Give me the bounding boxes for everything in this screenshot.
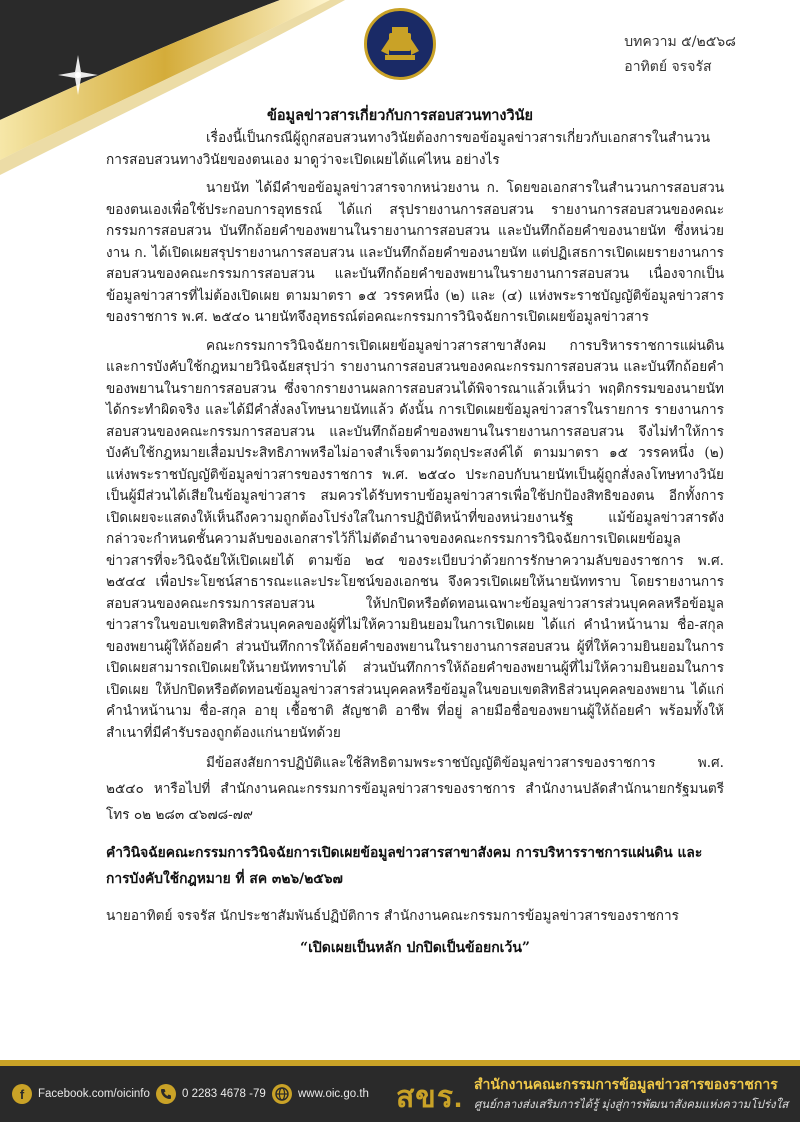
- oic-logo: สขร.: [396, 1081, 464, 1114]
- footer: [0, 1066, 800, 1122]
- org-name: สำนักงานคณะกรรมการข้อมูลข่าวสารของราชการ: [474, 1076, 778, 1092]
- article-author-short: อาทิตย์ จรจรัส: [624, 59, 712, 75]
- emblem-icon: [364, 8, 436, 80]
- website-link: www.oic.go.th: [298, 1088, 369, 1100]
- motto: “เปิดเผยเป็นหลัก ปกปิดเป็นข้อยกเว้น”: [300, 939, 530, 956]
- article-meta: [624, 30, 736, 80]
- paragraph-ruling: คณะกรรมการวินิจฉัยการเปิดเผยข้อมูลข่าวสารสาขาสังคม การบริหารราชการแผ่นดิน และการบังคับใช้กฎหมายวินิจฉัยสรุปว่า รายงานการสอบสวนของคณะกรรมการสอบสวน และบันทึกถ้อยคำของพยานในรายการสอบสวน ซึ่งจากรายงานผลการสอบสวนได้พิจารณาแล้วเห็นว่า พฤติกรรมของนายนัทได้กระทำผิดจริง และได้มีคำสั่งลงโทษนายนัทแล้ว ดังนั้น การเปิดเผยข้อมูลข่าวสารในรายการ รายงานการสอบสวนของคณะกรรมการสอบสวน และบันทึกถ้อยคำของพยานในรายงานการสอบสวน จึงไม่ทำให้การบังคับใช้กฎหมายเสื่อมประสิทธิภาพหรือไม่อาจสำเร็จตามวัตถุประสงค์ได้ ตามมาตรา ๑๕ วรรคหนึ่ง (๒) แห่งพระราชบัญญัติข้อมูลข่าวสารของราชการ พ.ศ. ๒๕๔๐ ประกอบกับนายนัทเป็นผู้ถูกสั่งลงโทษทางวินัย เป็นผู้มีส่วนได้เสียในข้อมูลข่าวสาร สมควรได้รับทราบข้อมูลข่าวสารเพื่อใช้ปกป้องสิทธิของตน อีกทั้งการเปิดเผยจะแสดงให้เห็นถึงความถูกต้องโปร่งใสในการปฏิบัติหน้าที่ของหน่วยงานรัฐ แม้ข้อมูลข่าวสารดังกล่าวจะกำหนดชั้นความลับของเอกสารไว้ก็ไม่ตัดอำนาจของคณะกรรมการวินิจฉัยการเปิดเผยข้อมูลข่าวสารที่จะวินิจฉัยให้เปิดเผยได้ ตามข้อ ๒๔ ของระเบียบว่าด้วยการรักษาความลับของราชการ พ.ศ. ๒๕๔๔ เพื่อประโยชน์สาธารณะและประโยชน์ของเอกชน จึงควรเปิดเผยให้นายนัททราบ โดยรายงานการสอบสวนของคณะกรรมการสอบสวน ให้ปกปิดหรือตัดทอนเฉพาะข้อมูลข่าวสารส่วนบุคคลหรือข้อมูลข่าวสารในขอบเขตสิทธิส่วนบุคคลของผู้ที่ไม่ให้ความยินยอมในการเปิดเผย ได้แก่ คำนำหน้านาม ชื่อ-สกุล ของพยานผู้ให้ถ้อยคำ ส่วนบันทึกการให้ถ้อยคำของพยานในรายงานการสอบสวน ผู้ที่ให้ความยินยอมในการเปิดเผยสามารถเปิดเผยให้นายนัททราบได้ ส่วนบันทึกการให้ถ้อยคำของพยานผู้ที่ไม่ให้ความยินยอมในการเปิดเผย ให้ปกปิดหรือตัดทอนข้อมูลข่าวสารส่วนบุคคลหรือข้อมูลในขอบเขตสิทธิส่วนบุคคลของพยาน ได้แก่ คำนำหน้านาม ชื่อ-สกุล อายุ เชื้อชาติ สัญชาติ อาชีพ ที่อยู่ ลายมือชื่อของพยานผู้ให้ถ้อยคำ พร้อมทั้งให้สำเนาที่มีคำรับรองถูกต้องแก่นายนัทด้วย: [106, 337, 724, 741]
- article-number: บทความ ๕/๒๕๖๘: [624, 34, 736, 50]
- phone-number: 0 2283 4678 -79: [182, 1088, 266, 1100]
- paragraph-facts: นายนัท ได้มีคำขอข้อมูลข่าวสารจากหน่วยงาน ก. โดยขอเอกสารในสำนวนการสอบสวนของตนเองเพื่อใช้ประกอบการอุทธรณ์ ได้แก่ สรุปรายงานการสอบสวน รายงานการสอบสวนของคณะกรรมการสอบสวน บันทึกถ้อยคำของพยานในรายงานการสอบสวน และบันทึกถ้อยคำของนายนัท ซึ่งหน่วยงาน ก. ได้เปิดเผยสรุปรายงานการสอบสวน และบันทึกถ้อยคำของนายนัท แต่ปฏิเสธการเปิดเผยรายงานการสอบสวนของคณะกรรมการสอบสวน และบันทึกถ้อยคำของพยานในรายงานการสอบสวน เนื่องจากเป็นข้อมูลข่าวสารที่ไม่ต้องเปิดเผย ตามมาตรา ๑๕ วรรคหนึ่ง (๒) และ (๔) แห่งพระราชบัญญัติข้อมูลข่าวสารของราชการ พ.ศ. ๒๕๔๐ นายนัทจึงอุทธรณ์ต่อคณะกรรมการวินิจฉัยการเปิดเผยข้อมูลข่าวสาร: [106, 180, 724, 325]
- paragraph-contact: มีข้อสงสัยการปฏิบัติและใช้สิทธิตามพระราชบัญญัติข้อมูลข่าวสารของราชการ พ.ศ. ๒๕๔๐ หารือไปที่ สำนักงานคณะกรรมการข้อมูลข่าวสารของราชการ สำนักงานปลัดสำนักนายกรัฐมนตรี โทร ๐๒ ๒๘๓ ๔๖๗๘-๗๙: [106, 755, 724, 823]
- org-tagline: ศูนย์กลางส่งเสริมการได้รู้ มุ่งสู่การพัฒนาสังคมแห่งความโปร่งใส: [474, 1099, 789, 1111]
- document-title: ข้อมูลข่าวสารเกี่ยวกับการสอบสวนทางวินัย: [266, 107, 534, 124]
- footer-facebook[interactable]: [12, 1084, 150, 1104]
- globe-icon: [272, 1084, 292, 1104]
- author-line: นายอาทิตย์ จรจรัส นักประชาสัมพันธ์ปฏิบัติการ สำนักงานคณะกรรมการข้อมูลข่าวสารของราชการ: [106, 908, 679, 924]
- footer-phone: [156, 1084, 266, 1104]
- document-body: [106, 128, 724, 959]
- facebook-link: Facebook.com/oicinfo: [38, 1088, 150, 1100]
- phone-icon: [156, 1084, 176, 1104]
- facebook-icon: f: [12, 1084, 32, 1104]
- footer-website[interactable]: [272, 1084, 369, 1104]
- decision-reference: คำวินิจฉัยคณะกรรมการวินิจฉัยการเปิดเผยข้อมูลข่าวสารสาขาสังคม การบริหารราชการแผ่นดิน และการบังคับใช้กฎหมาย ที่ สค ๓๒๖/๒๕๖๗: [106, 845, 703, 887]
- paragraph-intro: เรื่องนี้เป็นกรณีผู้ถูกสอบสวนทางวินัยต้องการขอข้อมูลข่าวสารเกี่ยวกับเอกสารในสำนวนการสอบสวนทางวินัยของตนเอง มาดูว่าจะเปิดเผยได้แค่ไหน อย่างไร: [106, 130, 711, 168]
